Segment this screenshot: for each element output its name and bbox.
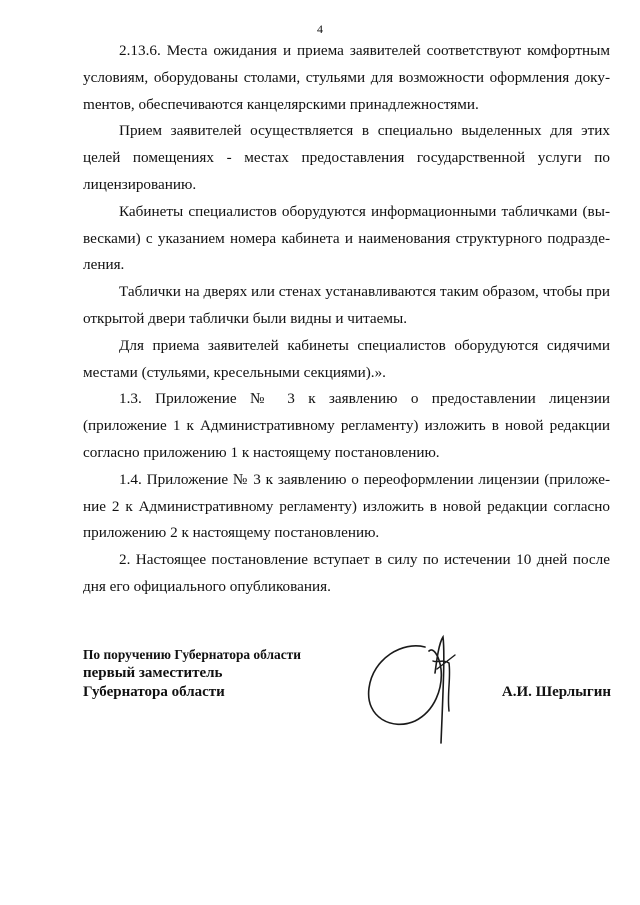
signatory-title-line: первый заместитель [83,665,223,681]
paragraph: Прием заявителей осуществляется в специально выделенных для этих целей помещениях - местах предоставления государственной услуги по лицензированию. [83,122,610,193]
paragraph: 1.3. Приложение № 3 к заявлению о предоставлении лицензии (приложение 1 к Административному регламенту) изложить в новой редакции согласно приложению 1 к настоящему постановлению. [83,390,610,461]
paragraph: Для приема заявителей кабинеты специалистов оборудуются сидячими местами (стульями, кресельными секциями).». [83,336,610,381]
handwritten-signature [363,633,503,753]
signer-name: А.И. Шерлыгин [501,684,611,700]
paragraph: 2.13.6. Места ожидания и приема заявителей соответствуют комфортным условиям, оборудованы столами, стульями для возможности оформления докуmентов, обеспечиваются канцелярскими принадлежностями. [83,42,610,113]
paragraph: 1.4. Приложение № 3 к заявлению о переоформлении лицензии (приложение 2 к Административному регламенту) изложить в новой редакции согласно приложению 2 к настоящему постановлению. [83,470,610,542]
paragraph: Таблички на дверях или стенах устанавливаются таким образом, чтобы при открытой двери таблички были видны и читаемы. [83,283,610,327]
document-body [83,38,610,601]
paragraph: 2. Настоящее постановление вступает в силу по истечении 10 дней после дня его официального опубликования. [83,551,610,595]
signature-block [83,645,613,765]
paragraph: Кабинеты специалистов оборудуются информационными табличками (вывесками) с указанием номера кабинета и наименования структурного подразделения. [83,202,610,274]
signatory-authority-line: По поручению Губернатора области [83,647,301,662]
signatory-title-line-2: Губернатора области [83,684,225,700]
page-number: 4 [317,22,323,36]
